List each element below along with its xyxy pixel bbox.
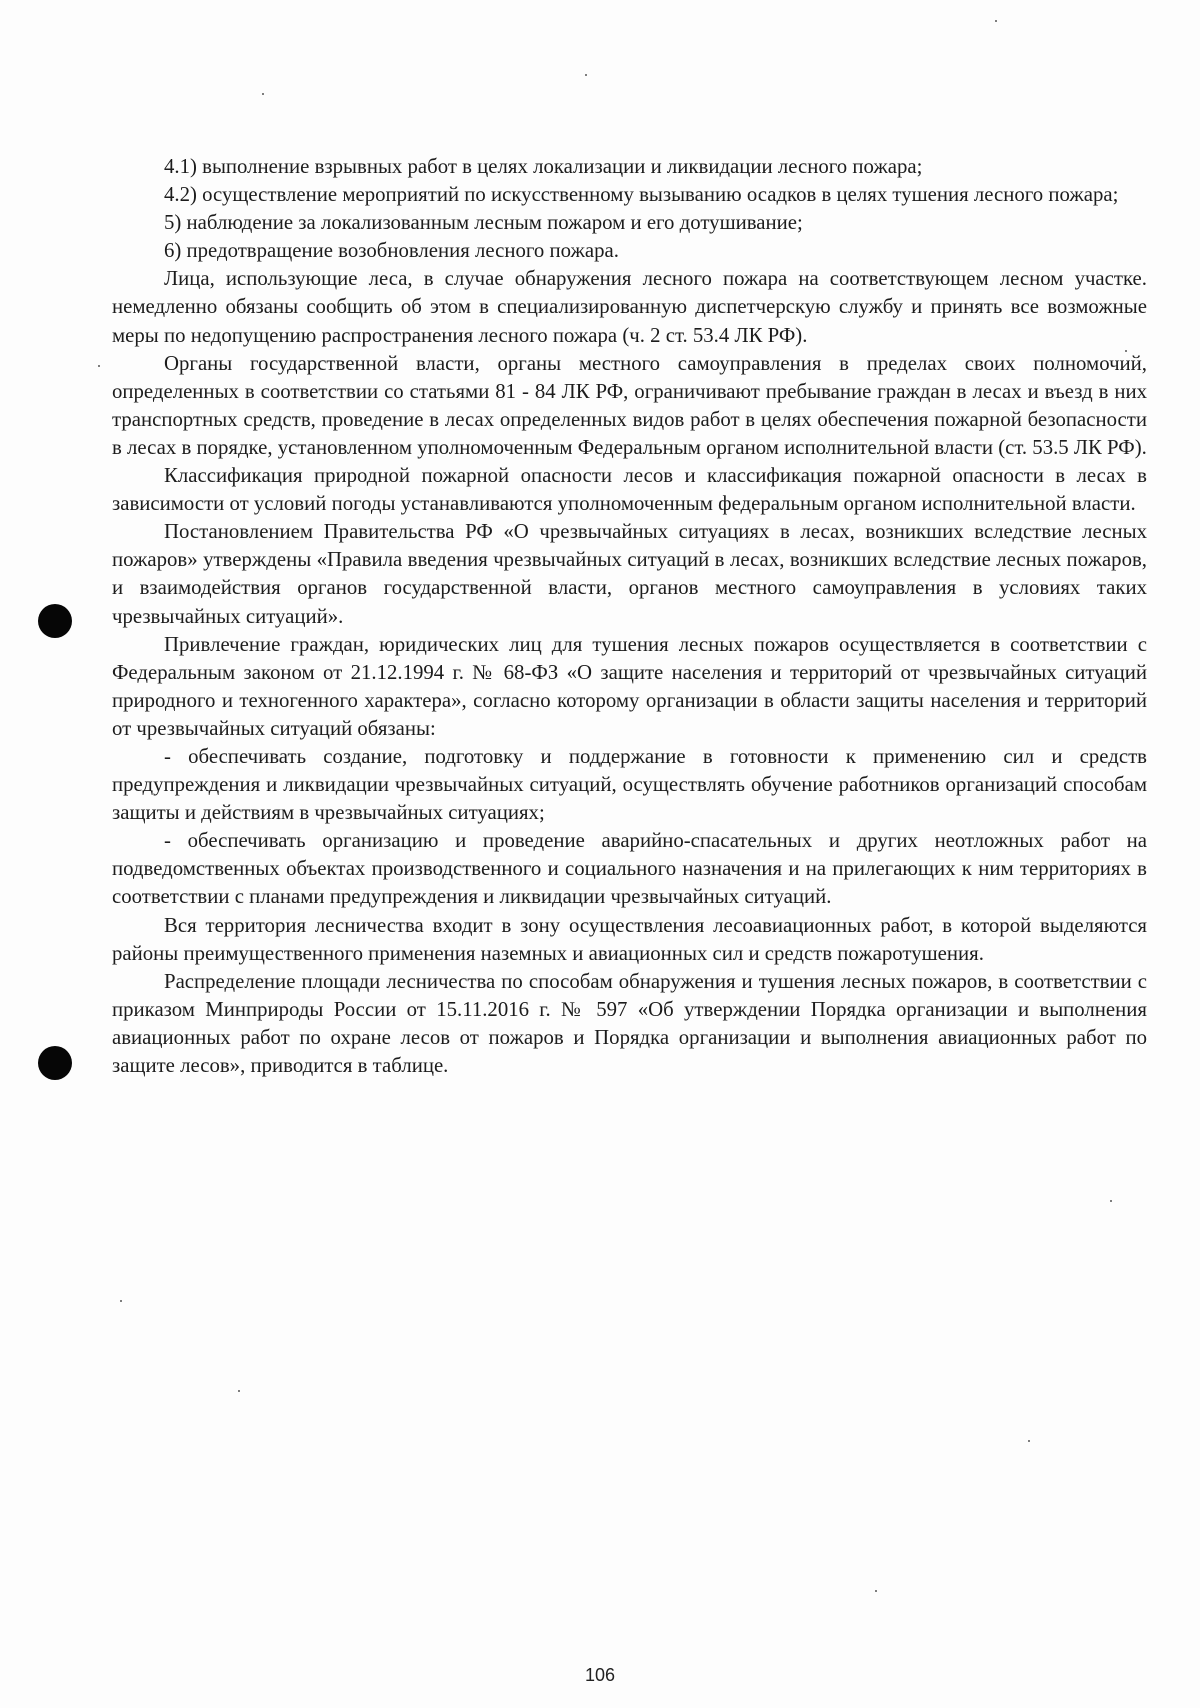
scan-speck (238, 1390, 240, 1392)
list-item-4-1: 4.1) выполнение взрывных работ в целях локализации и ликвидации лесного пожара; (164, 155, 923, 178)
paragraph-obligation-2: - обеспечивать организацию и проведение аварийно-спасательных и других неотложных работ на подведомственных объектах производственного и социального назначения и на прилегающих к ним территориях в соответствии с планами предупреждения и ликвидации чрезвычайных ситуаций. (112, 829, 1147, 909)
paragraph-aviation-zone: Вся территория лесничества входит в зону осуществления лесоавиационных работ, в которой выделяются районы преимущественного применения наземных и авиационных сил и средств пожаротушения. (112, 913, 1147, 965)
paragraph-citizens-involvement: Привлечение граждан, юридических лиц для тушения лесных пожаров осуществляется в соответствии с Федеральным законом от 21.12.1994 г. № 68-ФЗ «О защите населения и территорий от чрезвычайных ситуаций природного и техногенного характера», согласно которому организации в области защиты населения и территорий от чрезвычайных ситуаций обязаны: (112, 632, 1147, 740)
scan-speck (262, 93, 264, 95)
scan-speck (875, 1590, 877, 1592)
scan-speck (1028, 1440, 1030, 1442)
paragraph-government-decree: Постановлением Правительства РФ «О чрезвычайных ситуациях в лесах, возникших вследствие лесных пожаров» утверждены «Правила введения чрезвычайных ситуаций в лесах, возникших вследствие лесных пожаров, и взаимодействия органов государственной власти, органов местного самоуправления в условиях таких чрезвычайных ситуаций». (112, 520, 1147, 628)
paragraph-obligation-1: - обеспечивать создание, подготовку и поддержание в готовности к применению сил и средств предупреждения и ликвидации чрезвычайных ситуаций, осуществлять обучение работников организаций способам защиты и действиям в чрезвычайных ситуациях; (112, 744, 1147, 825)
document-body (112, 153, 1147, 1080)
scan-speck (98, 365, 100, 367)
scan-speck (1110, 1200, 1112, 1202)
paragraph-area-distribution: Распределение площади лесничества по способам обнаружения и тушения лесных пожаров, в соответствии с приказом Минприроды России от 15.11.2016 г. № 597 «Об утверждении Порядка организации и выполнения авиационных работ по охране лесов от пожаров и Порядка организации и выполнения авиационных работ по защите лесов», приводится в таблице. (112, 969, 1147, 1077)
list-item-5: 5) наблюдение за локализованным лесным пожаром и его дотушивание; (164, 211, 803, 235)
scan-speck (995, 20, 997, 22)
paragraph-classification: Классификация природной пожарной опасности лесов и классификация пожарной опасности в лесах в зависимости от условий погоды устанавливаются уполномоченным федеральным органом исполнительной власти. (112, 464, 1147, 516)
list-item-6: 6) предотвращение возобновления лесного пожара. (164, 239, 619, 263)
punch-hole-top (38, 604, 72, 638)
scan-speck (585, 74, 587, 76)
punch-hole-bottom (38, 1046, 72, 1080)
paragraph-authorities: Органы государственной власти, органы местного самоуправления в пределах своих полномочий, определенных в соответствии со статьями 81 - 84 ЛК РФ, ограничивают пребывание граждан в лесах и въезд в них транспортных средств, проведение в лесах определенных видов работ в целях обеспечения пожарной безопасности в лесах в порядке, установленном уполномоченным Федеральным органом исполнительной власти (ст. 53.5 ЛК РФ). (112, 351, 1147, 459)
paragraph-forest-users: Лица, использующие леса, в случае обнаружения лесного пожара на соответствующем лесном участке. немедленно обязаны сообщить об этом в специализированную диспетчерскую службу и принять все возможные меры по недопущению распространения лесного пожара (ч. 2 ст. 53.4 ЛК РФ). (112, 267, 1147, 347)
list-item-4-2: 4.2) осуществление мероприятий по искусственному вызыванию осадков в целях тушения лесного пожара; (164, 183, 1119, 207)
scan-speck (120, 1300, 122, 1302)
page-number: 106 (584, 1665, 616, 1685)
